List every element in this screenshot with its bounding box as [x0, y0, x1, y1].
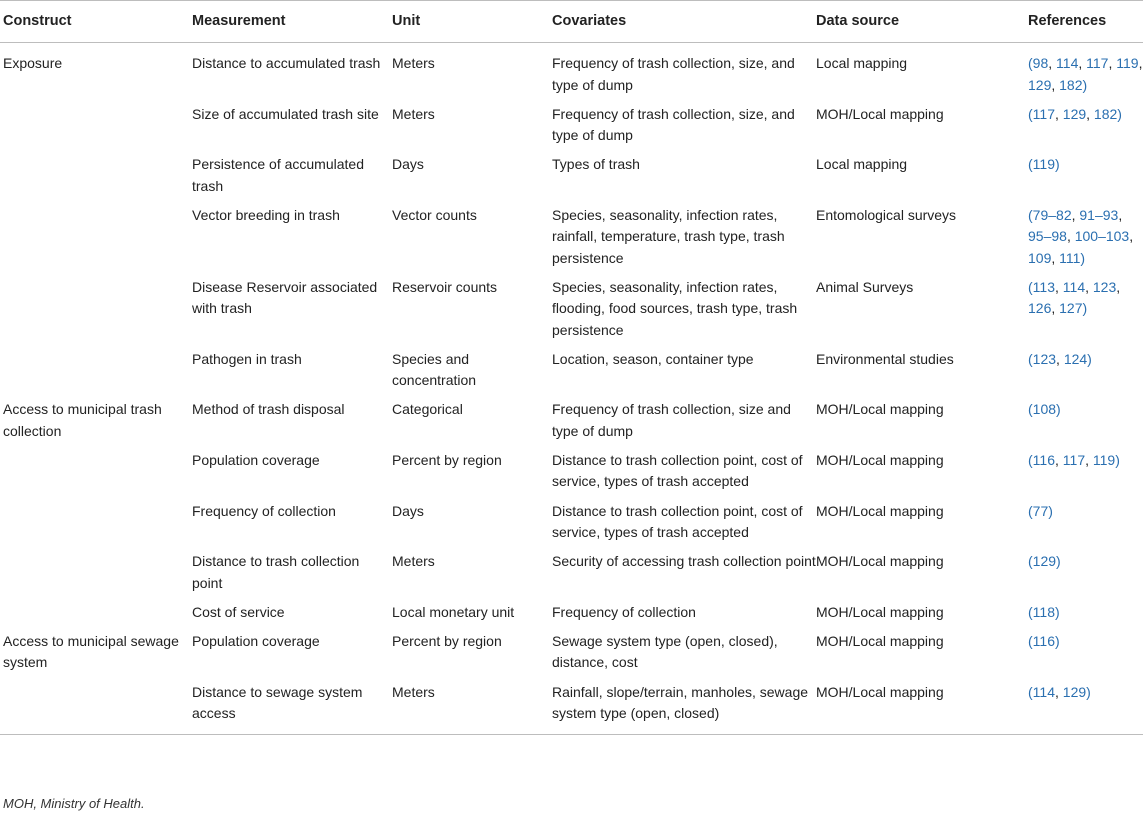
- cell-covariates: Frequency of trash collection, size, and type of dump: [552, 105, 795, 144]
- table-row: [0, 345, 1143, 396]
- cell-covariates: Types of trash: [552, 156, 640, 173]
- cell-unit: Meters: [392, 553, 435, 570]
- reference-link[interactable]: 111: [1059, 249, 1081, 266]
- cell-measurement: Population coverage: [192, 633, 320, 650]
- cell-references: [1028, 497, 1143, 548]
- cell-references: [1028, 150, 1143, 201]
- cell-covariates: Distance to trash collection point, cost of service, types of trash accepted: [552, 452, 803, 490]
- cell-construct: [0, 598, 192, 627]
- reference-link[interactable]: 129: [1062, 683, 1087, 700]
- cell-data-source: Local mapping: [816, 156, 908, 173]
- cell-data-source: MOH/Local mapping: [816, 553, 944, 570]
- cell-references: [1028, 547, 1143, 598]
- cell-covariates: Species, seasonality, infection rates, flooding, food sources, trash type, trash persistence: [552, 278, 798, 338]
- reference-link[interactable]: 100–103: [1074, 228, 1130, 245]
- cell-measurement: Cost of service: [192, 603, 285, 620]
- table-row: [0, 627, 1143, 678]
- reference-list: (79–82, 91–93, 95–98, 100–103, 109, 111): [1028, 207, 1134, 266]
- cell-unit: Days: [392, 502, 424, 519]
- cell-construct: Access to municipal trash collection: [3, 401, 162, 439]
- reference-link[interactable]: 129: [1062, 105, 1087, 122]
- cell-construct: [0, 497, 192, 548]
- cell-data-source: MOH/Local mapping: [816, 502, 944, 519]
- cell-unit: Percent by region: [392, 633, 502, 650]
- reference-link[interactable]: 119: [1092, 452, 1116, 469]
- reference-link[interactable]: 182: [1093, 105, 1118, 122]
- cell-references: [1028, 446, 1143, 497]
- cell-unit: Vector counts: [392, 207, 477, 224]
- cell-measurement: Frequency of collection: [192, 502, 336, 519]
- cell-references: [1028, 598, 1143, 627]
- reference-link[interactable]: 77: [1032, 502, 1049, 519]
- header-row: [0, 1, 1143, 43]
- reference-link[interactable]: 113: [1032, 278, 1055, 295]
- reference-list: (98, 114, 117, 119, 129, 182): [1028, 55, 1143, 93]
- cell-references: [1028, 678, 1143, 735]
- header-unit: Unit: [392, 1, 552, 43]
- table-row: [0, 446, 1143, 497]
- cell-measurement: Persistence of accumulated trash: [192, 156, 364, 194]
- reference-link[interactable]: 126: [1028, 300, 1052, 317]
- header-references: References: [1028, 1, 1143, 43]
- reference-list: (114, 129): [1028, 683, 1091, 700]
- reference-list: (118): [1028, 603, 1060, 620]
- cell-references: [1028, 100, 1143, 151]
- table-header: [0, 1, 1143, 43]
- cell-unit: Meters: [392, 55, 435, 72]
- table-row: [0, 678, 1143, 735]
- cell-references: [1028, 43, 1143, 100]
- reference-list: (117, 129, 182): [1028, 105, 1122, 122]
- cell-unit: Species and concentration: [392, 350, 477, 389]
- reference-list: (129): [1028, 553, 1061, 570]
- cell-measurement: Distance to accumulated trash: [192, 55, 381, 72]
- reference-link[interactable]: 114: [1056, 55, 1079, 72]
- cell-measurement: Vector breeding in trash: [192, 207, 340, 224]
- reference-list: (116): [1028, 633, 1060, 650]
- cell-references: [1028, 201, 1143, 273]
- table-row: [0, 497, 1143, 548]
- cell-data-source: MOH/Local mapping: [816, 452, 944, 469]
- cell-unit: Percent by region: [392, 452, 502, 469]
- cell-measurement: Distance to sewage system access: [192, 678, 392, 735]
- cell-measurement: Pathogen in trash: [192, 350, 302, 367]
- reference-list: (113, 114, 123, 126, 127): [1028, 278, 1121, 317]
- cell-measurement: Population coverage: [192, 452, 320, 469]
- reference-link[interactable]: 182: [1059, 76, 1083, 93]
- cell-covariates: Frequency of trash collection, size, and type of dump: [552, 55, 795, 93]
- cell-covariates: Rainfall, slope/terrain, manholes, sewage system type (open, closed): [552, 678, 816, 735]
- table-row: [0, 273, 1143, 345]
- header-construct: Construct: [0, 1, 192, 43]
- reference-list: (77): [1028, 502, 1053, 519]
- cell-data-source: Local mapping: [816, 55, 908, 72]
- cell-references: [1028, 627, 1143, 678]
- table-row: [0, 598, 1143, 627]
- reference-link[interactable]: 123: [1092, 278, 1117, 295]
- cell-unit: Local monetary unit: [392, 603, 515, 620]
- cell-data-source: Animal Surveys: [816, 278, 914, 295]
- cell-references: [1028, 345, 1143, 396]
- cell-data-source: Environmental studies: [816, 350, 954, 367]
- reference-link[interactable]: 123: [1032, 350, 1057, 367]
- cell-covariates: Species, seasonality, infection rates, rainfall, temperature, trash type, trash persistence: [552, 207, 785, 266]
- reference-link[interactable]: 114: [1062, 278, 1086, 295]
- cell-covariates: Sewage system type (open, closed), distance, cost: [552, 633, 778, 671]
- cell-construct: Access to municipal sewage system: [3, 633, 179, 671]
- reference-link[interactable]: 129: [1028, 76, 1052, 93]
- cell-construct: [0, 678, 192, 735]
- cell-construct: [0, 446, 192, 497]
- reference-list: (116, 117, 119): [1028, 452, 1120, 469]
- cell-unit: Categorical: [392, 401, 463, 418]
- cell-construct: [0, 150, 192, 201]
- reference-link[interactable]: 116: [1032, 633, 1055, 650]
- cell-unit: Days: [392, 156, 424, 173]
- table-row: [0, 201, 1143, 273]
- cell-measurement: Disease Reservoir associated with trash: [192, 278, 378, 317]
- cell-references: [1028, 395, 1143, 446]
- reference-link[interactable]: 79–82: [1032, 207, 1072, 224]
- table-body: [0, 43, 1143, 735]
- cell-construct: [0, 100, 192, 151]
- cell-data-source: MOH/Local mapping: [816, 633, 944, 650]
- cell-covariates: Location, season, container type: [552, 350, 754, 367]
- reference-link[interactable]: 114: [1032, 683, 1055, 700]
- cell-construct: [0, 273, 192, 345]
- reference-link[interactable]: 117: [1032, 105, 1055, 122]
- cell-covariates: Distance to trash collection point, cost of service, types of trash accepted: [552, 502, 803, 540]
- reference-link[interactable]: 91–93: [1079, 207, 1119, 224]
- cell-unit: Meters: [392, 105, 435, 122]
- reference-link[interactable]: 95–98: [1028, 228, 1067, 245]
- cell-data-source: MOH/Local mapping: [816, 603, 944, 620]
- reference-link[interactable]: 119: [1116, 55, 1139, 72]
- reference-link[interactable]: 129: [1032, 553, 1057, 570]
- table-row: [0, 150, 1143, 201]
- cell-construct: [0, 345, 192, 396]
- cell-data-source: MOH/Local mapping: [816, 105, 944, 122]
- header-data-source: Data source: [816, 1, 1028, 43]
- reference-link[interactable]: 124: [1063, 350, 1088, 367]
- cell-construct: [0, 547, 192, 598]
- reference-link[interactable]: 117: [1086, 55, 1109, 72]
- cell-unit: Reservoir counts: [392, 278, 498, 295]
- reference-link[interactable]: 119: [1032, 156, 1055, 173]
- reference-list: (123, 124): [1028, 350, 1092, 367]
- reference-link[interactable]: 127: [1059, 300, 1083, 317]
- cell-covariates: Frequency of collection: [552, 603, 696, 620]
- cell-covariates: Security of accessing trash collection point: [552, 553, 816, 570]
- reference-list: (108): [1028, 401, 1061, 418]
- header-covariates: Covariates: [552, 1, 816, 43]
- header-measurement: Measurement: [192, 1, 392, 43]
- cell-construct: Exposure: [3, 55, 63, 72]
- cell-data-source: MOH/Local mapping: [816, 678, 1028, 735]
- cell-measurement: Method of trash disposal: [192, 401, 345, 418]
- cell-measurement: Size of accumulated trash site: [192, 105, 379, 122]
- reference-link[interactable]: 116: [1032, 452, 1055, 469]
- reference-link[interactable]: 118: [1032, 603, 1055, 620]
- cell-construct: [0, 201, 192, 273]
- reference-link[interactable]: 98: [1032, 55, 1049, 72]
- cell-data-source: Entomological surveys: [816, 207, 957, 224]
- cell-covariates: Frequency of trash collection, size and type of dump: [552, 401, 791, 439]
- table-row: [0, 395, 1143, 446]
- cell-measurement: Distance to trash collection point: [192, 553, 360, 591]
- cell-references: [1028, 273, 1143, 345]
- table-row: [0, 547, 1143, 598]
- reference-link[interactable]: 109: [1028, 249, 1052, 266]
- table-row: [0, 100, 1143, 151]
- reference-link[interactable]: 117: [1062, 452, 1086, 469]
- table-footnote: MOH, Ministry of Health.: [3, 796, 145, 811]
- table-row: [0, 43, 1143, 100]
- reference-list: (119): [1028, 156, 1060, 173]
- cell-unit: Meters: [392, 678, 552, 735]
- reference-link[interactable]: 108: [1032, 401, 1057, 418]
- cell-data-source: MOH/Local mapping: [816, 401, 944, 418]
